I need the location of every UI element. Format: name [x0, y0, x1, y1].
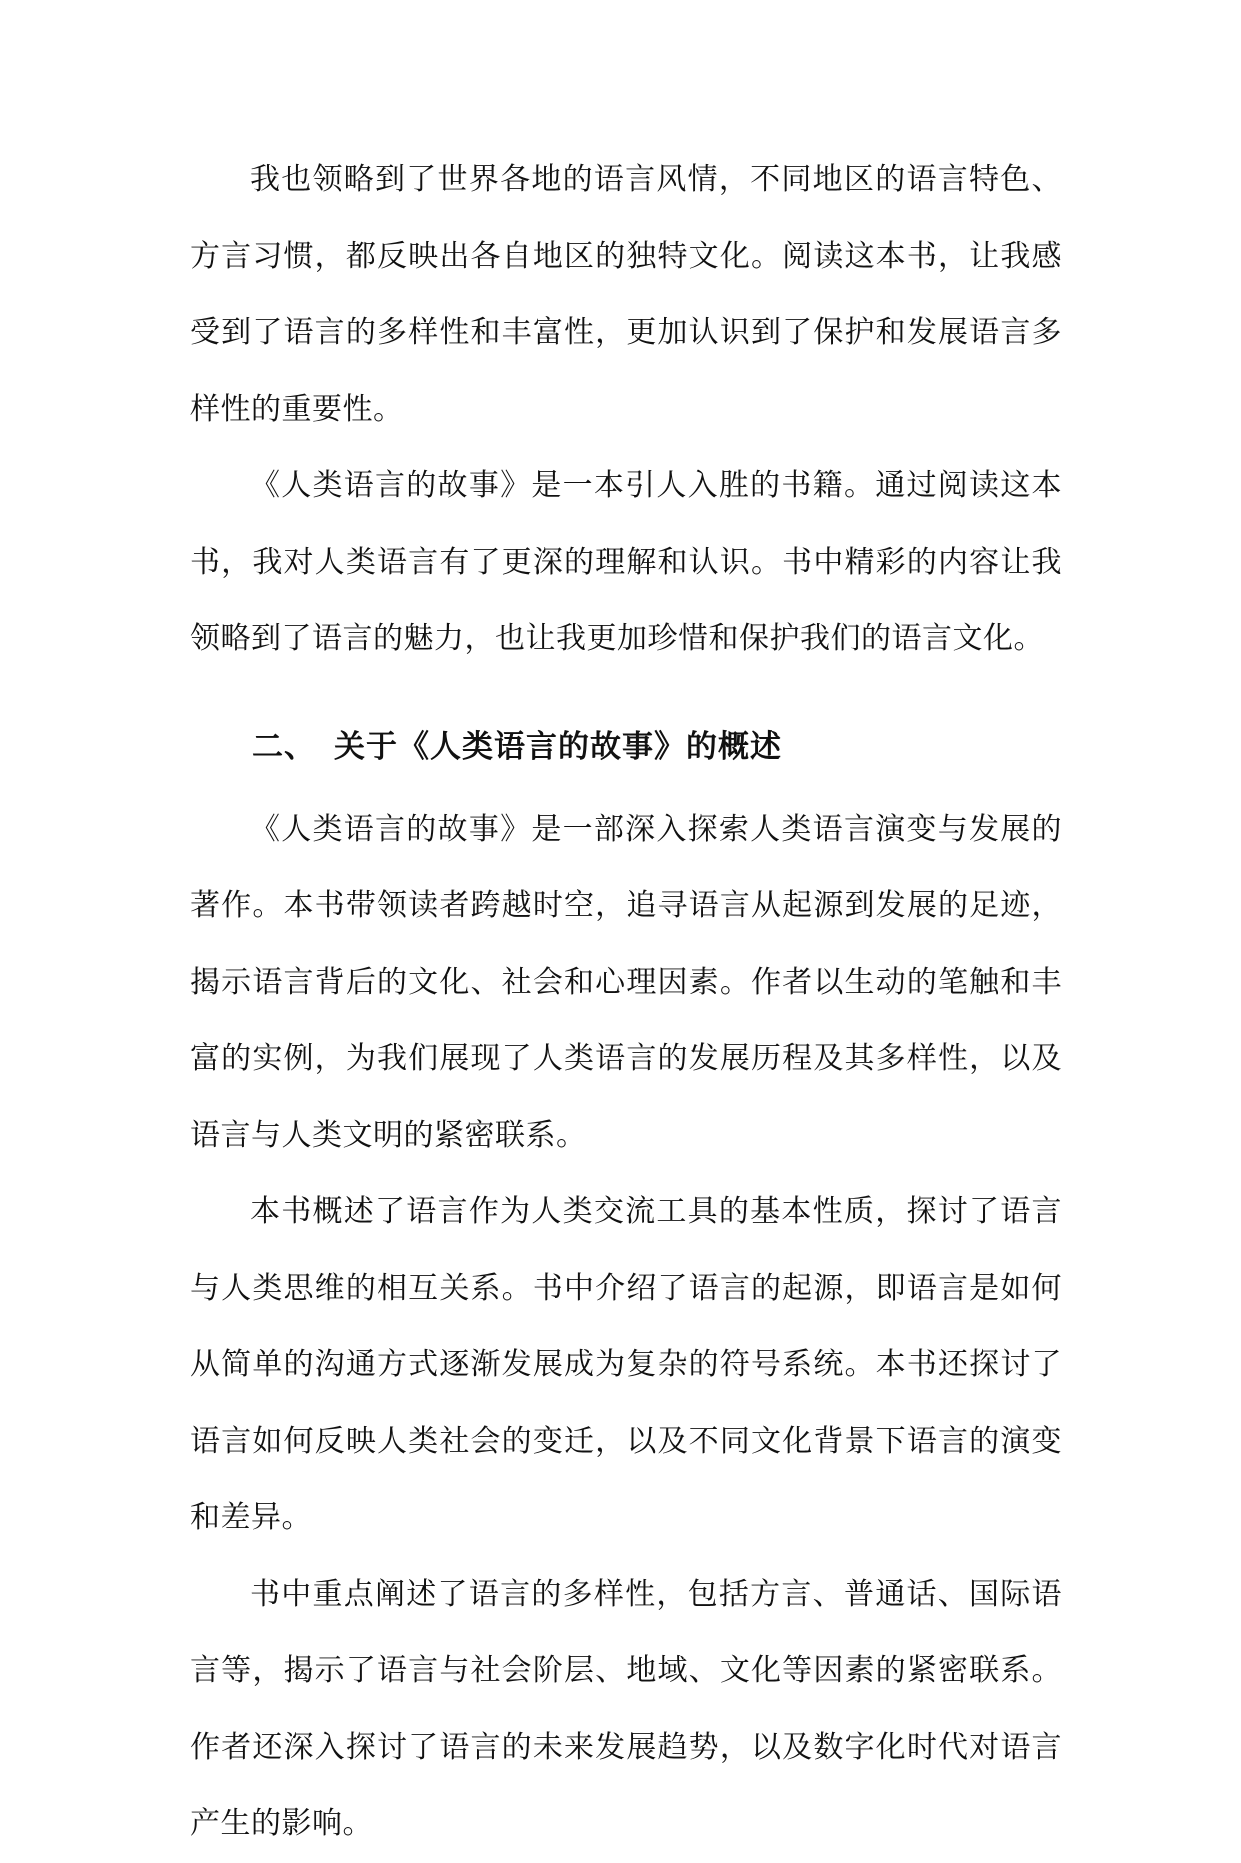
section-number: 二、 [252, 728, 316, 765]
paragraph-languages-customs: 我也领略到了世界各地的语言风情，不同地区的语言特色、方言习惯，都反映出各自地区的独特文化。阅读这本书，让我感受到了语言的多样性和丰富性，更加认识到了保护和发展语言多样性的重要性。 [190, 162, 1062, 427]
section-title: 关于《人类语言的故事》的概述 [334, 728, 782, 765]
document-body [190, 142, 1062, 1863]
paragraph-book-summary: 《人类语言的故事》是一本引人入胜的书籍。通过阅读这本书，我对人类语言有了更深的理解和认识。书中精彩的内容让我领略到了语言的魅力，也让我更加珍惜和保护我们的语言文化。 [190, 468, 1062, 656]
paragraph-overview-nature: 本书概述了语言作为人类交流工具的基本性质，探讨了语言与人类思维的相互关系。书中介绍了语言的起源，即语言是如何从简单的沟通方式逐渐发展成为复杂的符号系统。本书还探讨了语言如何反映人类社会的变迁，以及不同文化背景下语言的演变和差异。 [190, 1194, 1062, 1535]
section-heading [190, 702, 1062, 792]
paragraph-overview-diversity: 书中重点阐述了语言的多样性，包括方言、普通话、国际语言等，揭示了语言与社会阶层、地域、文化等因素的紧密联系。作者还深入探讨了语言的未来发展趋势，以及数字化时代对语言产生的影响。 [190, 1576, 1062, 1841]
paragraph-overview-intro: 《人类语言的故事》是一部深入探索人类语言演变与发展的著作。本书带领读者跨越时空，追寻语言从起源到发展的足迹，揭示语言背后的文化、社会和心理因素。作者以生动的笔触和丰富的实例，为我们展现了人类语言的发展历程及其多样性，以及语言与人类文明的紧密联系。 [190, 811, 1062, 1153]
